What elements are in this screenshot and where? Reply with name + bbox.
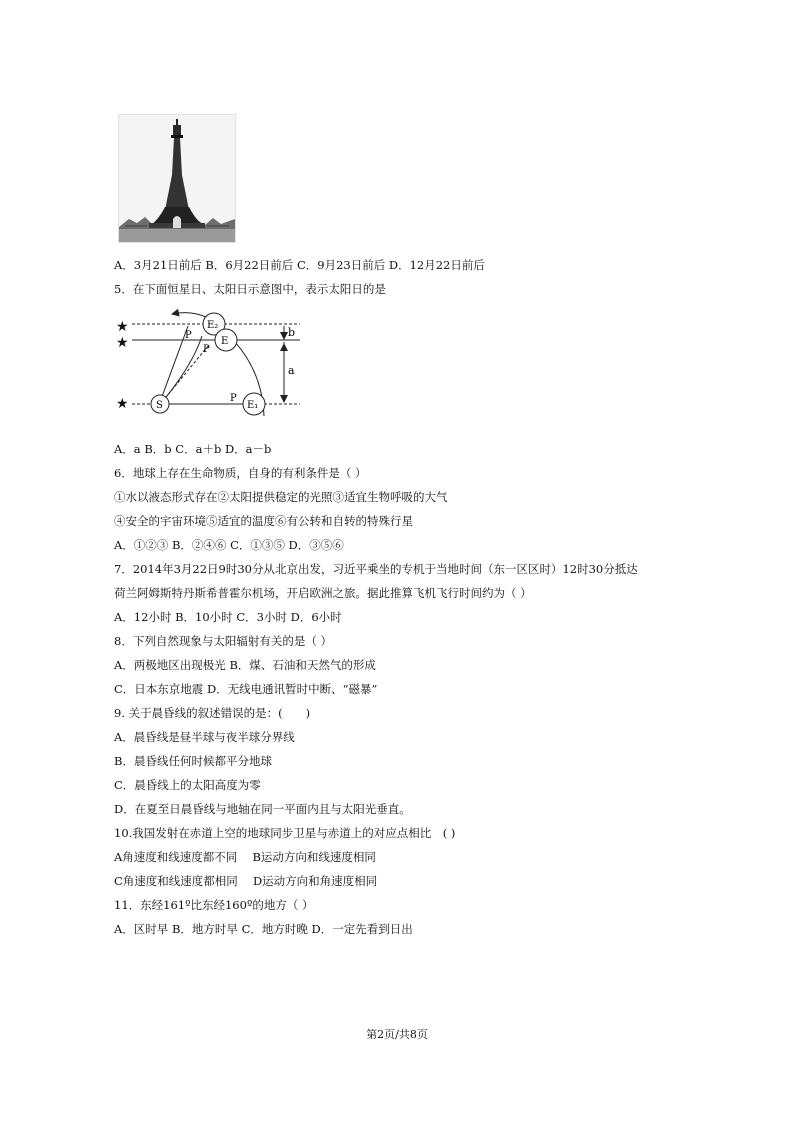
tower-image bbox=[119, 115, 235, 242]
q9-option-d: D．在夏至日晨昏线与地轴在同一平面内且与太阳光垂直。 bbox=[114, 802, 411, 816]
label-e1: E₁ bbox=[247, 400, 259, 411]
star-icon: ★ bbox=[116, 319, 129, 335]
q6-items-1: ①水以液态形式存在②太阳提供稳定的光照③适宜生物呼吸的大气 bbox=[114, 490, 448, 504]
q8-options-1: A．两极地区出现极光 B．煤、石油和天然气的形成 bbox=[114, 658, 376, 672]
label-p-top: P bbox=[185, 330, 192, 341]
q10-stem: 10.我国发射在赤道上空的地球同步卫星与赤道上的对应点相比 ( ) bbox=[114, 826, 456, 840]
label-a: a bbox=[288, 364, 295, 377]
q11-options: A．区时早 B．地方时早 C．地方时晚 D．一定先看到日出 bbox=[114, 922, 413, 936]
q11-stem: 11．东经161º比东经160º的地方（ ） bbox=[114, 898, 314, 912]
q8-options-2: C．日本东京地震 D．无线电通讯暂时中断、“磁暴” bbox=[114, 682, 378, 696]
q5-options: A．a B．b C．a＋b D．a－b bbox=[114, 442, 272, 456]
q10-options-1: A角速度和线速度都不同 B运动方向和线速度相同 bbox=[114, 850, 376, 864]
q5-stem: 5．在下面恒星日、太阳日示意图中，表示太阳日的是 bbox=[114, 282, 386, 296]
label-s: S bbox=[156, 400, 163, 411]
solar-day-diagram bbox=[112, 306, 322, 418]
q6-options: A．①②③ B．②④⑥ C．①③⑤ D．③⑤⑥ bbox=[114, 538, 344, 552]
q9-option-b: B．晨昏线任何时候都平分地球 bbox=[114, 754, 272, 768]
tower-photo bbox=[118, 114, 236, 243]
q6-items-2: ④安全的宇宙环境⑤适宜的温度⑥有公转和自转的特殊行星 bbox=[114, 514, 413, 528]
page-footer: 第2页/共8页 bbox=[366, 1028, 428, 1041]
q9-stem: 9. 关于晨昏线的叙述错误的是：( ) bbox=[114, 706, 311, 720]
star-icon: ★ bbox=[116, 396, 129, 412]
q6-stem: 6．地球上存在生命物质，自身的有利条件是（ ） bbox=[114, 466, 367, 480]
label-e2: E₂ bbox=[207, 320, 219, 331]
label-e-mid: E bbox=[221, 336, 229, 347]
q7-stem-1: 7．2014年3月22日9时30分从北京出发，习近平乘坐的专机于当地时间（东一区区时）12时30分抵达 bbox=[114, 562, 638, 576]
label-p-mid: P bbox=[203, 344, 210, 355]
q7-stem-2: 荷兰阿姆斯特丹斯希普霍尔机场，开启欧洲之旅。据此推算飞机飞行时间约为（ ） bbox=[114, 586, 532, 600]
q9-option-c: C．晨昏线上的太阳高度为零 bbox=[114, 778, 261, 792]
label-p-low: P bbox=[230, 393, 237, 404]
q4-options: A．3月21日前后 B．6月22日前后 C．9月23日前后 D．12月22日前后 bbox=[114, 258, 485, 272]
q7-options: A．12小时 B．10小时 C．3小时 D．6小时 bbox=[114, 610, 342, 624]
star-icon: ★ bbox=[116, 335, 129, 351]
label-b: b bbox=[288, 326, 296, 339]
q9-option-a: A．晨昏线是昼半球与夜半球分界线 bbox=[114, 730, 295, 744]
q8-stem: 8．下列自然现象与太阳辐射有关的是（ ） bbox=[114, 634, 332, 648]
q10-options-2: C角速度和线速度都相同 D运动方向和角速度相同 bbox=[114, 874, 378, 888]
